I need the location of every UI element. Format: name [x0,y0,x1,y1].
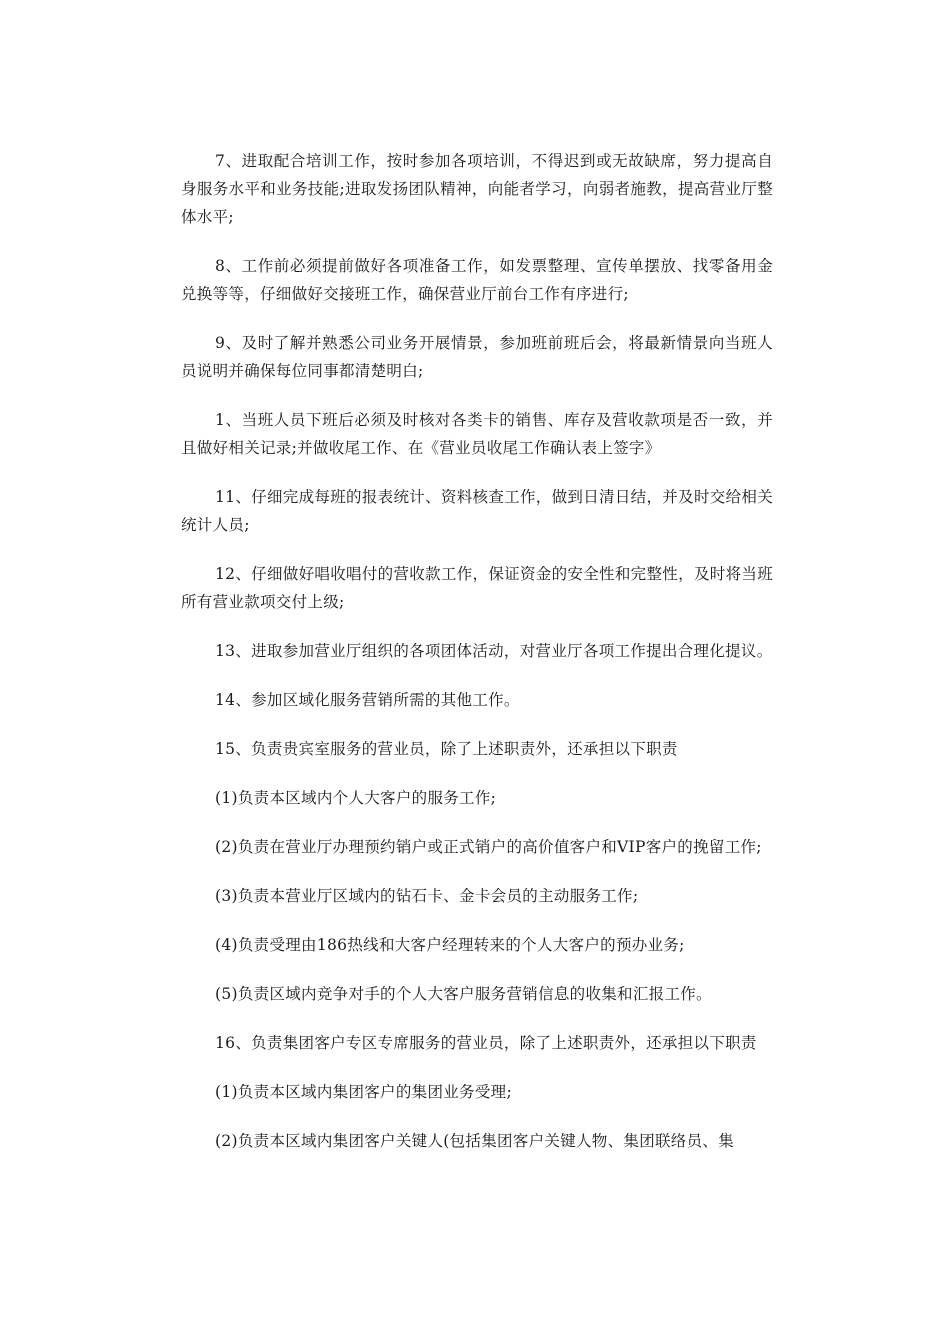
paragraph-15-item-2: (2)负责在营业厅办理预约销户或正式销户的高价值客户和VIP客户的挽留工作; [215,838,762,856]
paragraph-12: 12、仔细做好唱收唱付的营收款工作，保证资金的安全性和完整性，及时将当班所有营业款项交付上级; [181,565,773,611]
paragraph-7: 7、进取配合培训工作，按时参加各项培训，不得迟到或无故缺席，努力提高自身服务水平和业务技能;进取发扬团队精神，向能者学习，向弱者施教，提高营业厅整体水平; [181,152,773,226]
paragraph-8: 8、工作前必须提前做好各项准备工作，如发票整理、宣传单摆放、找零备用金兑换等等，仔细做好交接班工作，确保营业厅前台工作有序进行; [181,257,773,303]
paragraph-15-item-3: (3)负责本营业厅区域内的钻石卡、金卡会员的主动服务工作; [215,887,639,905]
paragraph-10: 1、当班人员下班后必须及时核对各类卡的销售、库存及营收款项是否一致，并且做好相关记录;并做收尾工作、在《营业员收尾工作确认表上签字》 [181,411,773,457]
paragraph-16-item-2: (2)负责本区域内集团客户关键人(包括集团客户关键人物、集团联络员、集 [215,1132,735,1150]
paragraph-15: 15、负责贵宾室服务的营业员，除了上述职责外，还承担以下职责 [215,740,678,758]
paragraph-14: 14、参加区域化服务营销所需的其他工作。 [215,691,520,709]
paragraph-15-item-1: (1)负责本区域内个人大客户的服务工作; [215,789,497,807]
paragraph-9: 9、及时了解并熟悉公司业务开展情景，参加班前班后会，将最新情景向当班人员说明并确保每位同事都清楚明白; [181,334,773,380]
document-body [181,147,773,1176]
paragraph-15-item-4: (4)负责受理由186热线和大客户经理转来的个人大客户的预办业务; [215,936,685,954]
paragraph-16-item-1: (1)负责本区域内集团客户的集团业务受理; [215,1083,512,1101]
paragraph-11: 11、仔细完成每班的报表统计、资料核查工作，做到日清日结，并及时交给相关统计人员; [181,488,773,534]
paragraph-15-item-5: (5)负责区域内竞争对手的个人大客户服务营销信息的收集和汇报工作。 [215,985,712,1003]
paragraph-16: 16、负责集团客户专区专席服务的营业员，除了上述职责外，还承担以下职责 [215,1034,757,1052]
paragraph-13: 13、进取参加营业厅组织的各项团体活动，对营业厅各项工作提出合理化提议。 [215,642,773,660]
